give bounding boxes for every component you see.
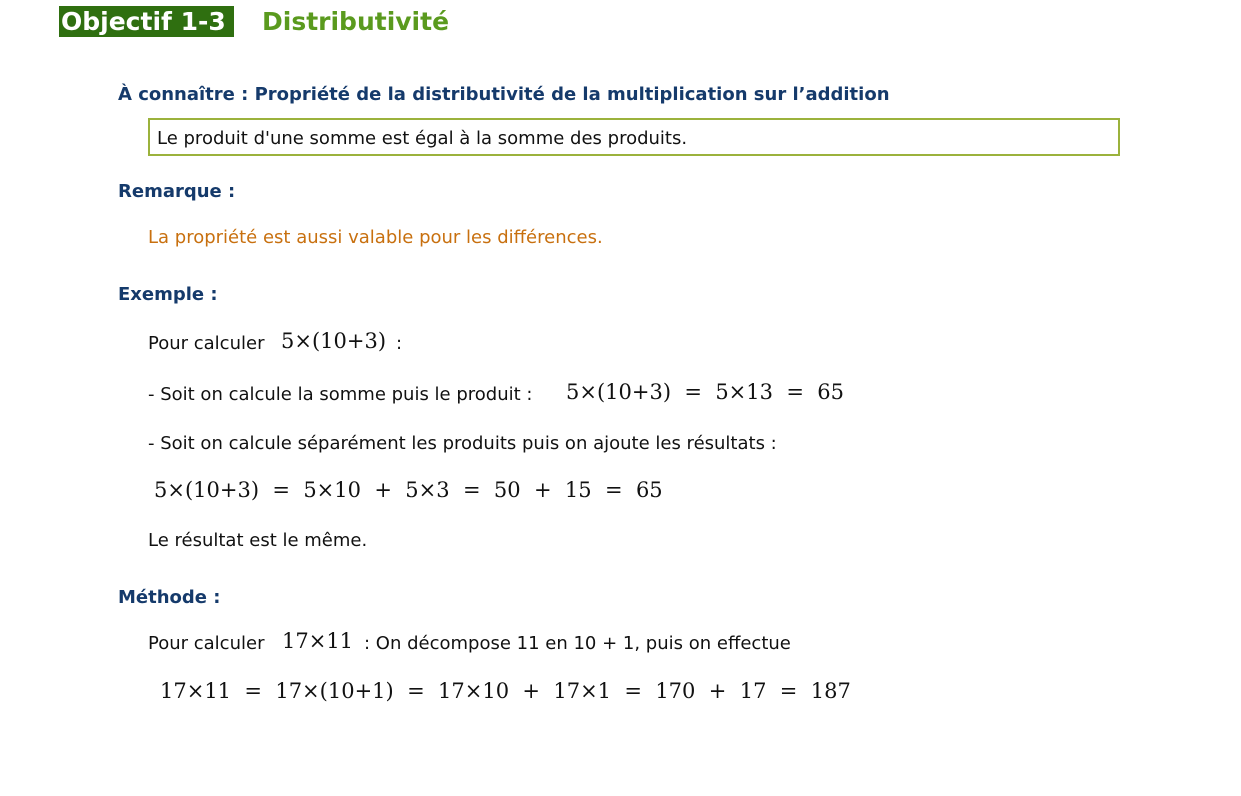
method-intro: Pour calculer	[148, 633, 265, 654]
objective-badge: Objectif 1-3	[59, 6, 234, 37]
example-intro: Pour calculer	[148, 333, 265, 354]
example-conclusion: Le résultat est le même.	[148, 530, 368, 551]
property-text: Le produit d'une somme est égal à la somme des produits.	[157, 128, 688, 149]
know-label: À connaître : Propriété de la distributivité de la multiplication sur l’addition	[118, 84, 890, 105]
example-label: Exemple :	[118, 284, 218, 305]
example-way2-expression: 5×(10+3) = 5×10 + 5×3 = 50 + 15 = 65	[154, 478, 663, 502]
remark-label: Remarque :	[118, 181, 236, 202]
method-intro-rest: : On décompose 11 en 10 + 1, puis on effectue	[364, 633, 791, 654]
example-intro-colon: :	[396, 333, 403, 354]
example-way1-text: - Soit on calcule la somme puis le produit :	[148, 384, 533, 405]
remark-text: La propriété est aussi valable pour les différences.	[148, 227, 603, 248]
method-expression: 17×11 = 17×(10+1) = 17×10 + 17×1 = 170 + 17 = 187	[160, 679, 851, 703]
property-box	[148, 118, 1120, 156]
example-way2-text: - Soit on calcule séparément les produits puis on ajoute les résultats :	[148, 433, 777, 454]
method-label: Méthode :	[118, 587, 221, 608]
page-title: Distributivité	[262, 7, 450, 36]
example-intro-expression: 5×(10+3)	[281, 329, 387, 353]
method-intro-expression: 17×11	[282, 629, 354, 653]
example-way1-expression: 5×(10+3) = 5×13 = 65	[566, 380, 845, 404]
